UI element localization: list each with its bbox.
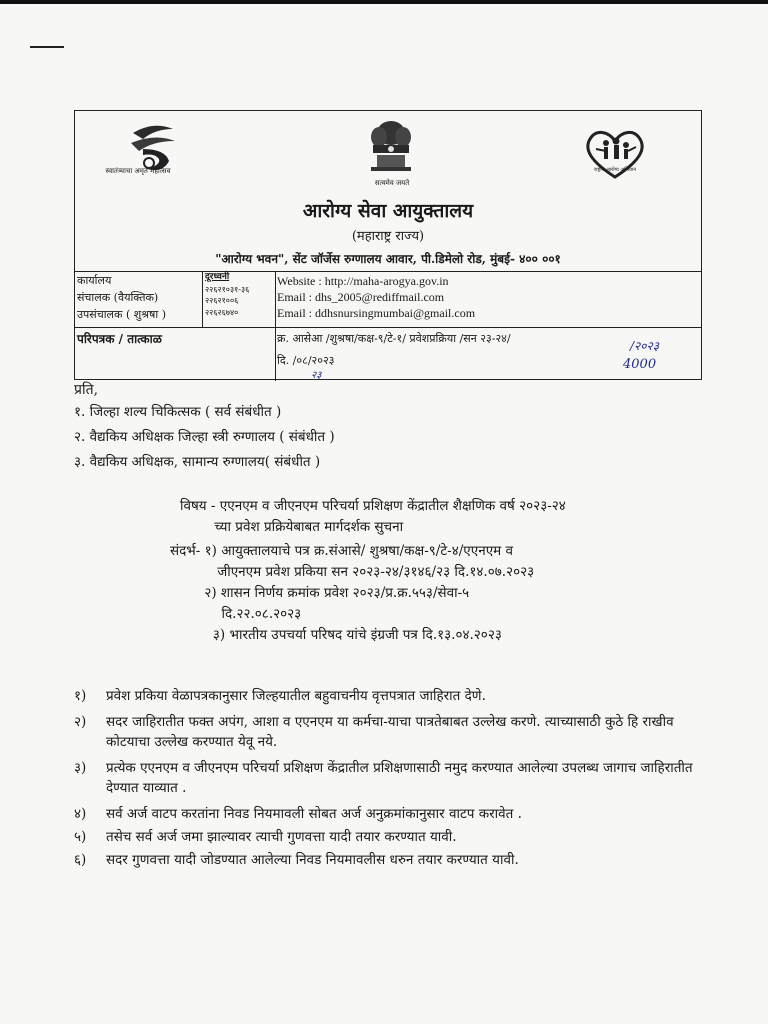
recipient-item: १. जिल्हा शल्य चिकित्सक ( सर्व संबंधीत ) xyxy=(74,404,282,420)
email-line: Email : dhs_2005@rediffmail.com xyxy=(277,290,445,304)
scan-top-edge xyxy=(0,0,768,4)
instruction-text: सदर गुणवत्ता यादी जोडण्यात आलेल्या निवड नियमावलीस धरुन तयार करण्यात यावी. xyxy=(106,852,519,868)
organization-address: "आरोग्य भवन", सेंट जॉर्जेस रुग्णालय आवार, पी.डिमेलो रोड, मुंबई- ४०० ००१ xyxy=(215,252,561,266)
reference-row xyxy=(75,327,701,328)
phone-list xyxy=(205,272,249,318)
national-emblem-icon xyxy=(359,115,423,177)
reference-line: जीएनएम प्रवेश प्रकिया सन २०२३-२४/३१४६/२३ दि.१४.०७.२०२३ xyxy=(170,564,535,580)
contact-details xyxy=(277,273,475,321)
salutation: प्रति, xyxy=(74,382,99,398)
reference-year: /२०२३ xyxy=(630,339,660,353)
phone-column-divider xyxy=(202,271,203,327)
instruction-number: २) xyxy=(74,714,87,730)
office-line: संचालक (वैयक्तिक) xyxy=(77,291,159,304)
office-line: उपसंचालक ( शुश्रषा ) xyxy=(77,308,166,321)
instruction-text: सदर जाहिरातीत फक्त अपंग, आशा व एएनएम या कर्मचा-याचा पात्रतेबाबत उल्लेख करणे. त्याच्यासाठी कुठे हि राखीव कोटयाचा उल्लेख करण्यात येवू नये. xyxy=(106,714,674,750)
website-line: Website : http://maha-arogya.gov.in xyxy=(277,274,449,288)
recipient-item: २. वैद्यकिय अधिक्षक जिल्हा स्त्री रुग्णालय ( संबंधीत ) xyxy=(74,429,335,445)
emblem-caption: सत्यमेव जयते xyxy=(374,179,410,187)
nhm-heart-logo-icon xyxy=(580,121,650,183)
instruction-number: ३) xyxy=(74,760,87,776)
instruction-number: ४) xyxy=(74,806,87,822)
handwritten-date-note: २३ xyxy=(311,370,322,381)
reference-line: संदर्भ- १) आयुक्तालयाचे पत्र क्र.संआसे/ शुश्रषा/कक्ष-९/टे-४/एएनएम व xyxy=(170,543,514,559)
reference-line: २) शासन निर्णय क्रमांक प्रवेश २०२३/प्र.क्र.५५३/सेवा-५ xyxy=(170,585,470,601)
instruction-text: तसेच सर्व अर्ज जमा झाल्यावर त्याची गुणवत्ता यादी तयार करण्यात यावी. xyxy=(106,829,457,845)
subject-line: च्या प्रवेश प्रक्रियेबाबत मार्गदर्शक सुचना xyxy=(180,519,404,535)
reference-line: ३) भारतीय उपचर्या परिषद यांचे इंग्रजी पत्र दि.१३.०४.२०२३ xyxy=(170,627,502,643)
email-line: Email : ddhsnursingmumbai@gmail.com xyxy=(277,306,476,320)
instruction-text: सर्व अर्ज वाटप करतांना निवड नियमावली सोबत अर्ज अनुक्रमांकानुसार वाटप करावेत . xyxy=(106,806,522,822)
phone-heading: दूरध्वनी xyxy=(205,272,230,282)
subject-block xyxy=(180,496,566,538)
letterhead-box xyxy=(74,110,702,380)
reference-number-text: क्र. आसेआ /शुश्रषा/कक्ष-९/टे-१/ प्रवेशप्रक्रिया /सन २३-२४/ xyxy=(277,332,511,345)
subject-line: विषय - एएनएम व जीएनएम परिचर्या प्रशिक्षण केंद्रातील शैक्षणिक वर्ष २०२३-२४ xyxy=(180,498,566,514)
organization-state: (महाराष्ट्र राज्य) xyxy=(351,229,425,244)
date-line: दि. /०८/२०२३ xyxy=(277,354,335,367)
instruction-text: प्रत्येक एएनएम व जीएनएम परिचर्या प्रशिक्षण केंद्रातील प्रशिक्षणासाठी नमुद करण्यात आलेल्या उपलब्ध जागाच जाहिरातीत देण्यात याव्यात . xyxy=(106,760,693,796)
phone-line: २२६२१०३१-३६ xyxy=(205,284,250,294)
office-line: कार्यालय xyxy=(77,274,112,287)
office-list xyxy=(77,272,166,323)
logo-left-caption: स्वातंत्र्याचा अमृत महोत्सव xyxy=(105,167,171,175)
margin-dash xyxy=(30,46,64,48)
phone-line: २२६२६७४० xyxy=(205,307,239,317)
circular-label: परिपत्रक / तात्काळ xyxy=(77,332,162,346)
handwritten-number: 4000 xyxy=(623,357,657,372)
instruction-number: ५) xyxy=(74,829,87,845)
reference-line: दि.२२.०८.२०२३ xyxy=(170,606,302,622)
column-divider xyxy=(275,271,276,381)
references-block xyxy=(170,541,534,646)
logo-right-caption: राष्ट्रीय आरोग्य अभियान xyxy=(594,167,636,173)
recipient-item: ३. वैद्यकिय अधिक्षक, सामान्य रुग्णालय( संबंधीत ) xyxy=(74,454,321,470)
instruction-number: १) xyxy=(74,688,87,704)
phone-line: २२६२१००६ xyxy=(205,296,239,305)
organization-title: आरोग्य सेवा आयुक्तालय xyxy=(302,200,474,222)
instruction-text: प्रवेश प्रकिया वेळापत्रकानुसार जिल्हयातील बहुवाचनीय वृत्तपत्रात जाहिरात देणे. xyxy=(106,688,486,704)
instruction-number: ६) xyxy=(74,852,87,868)
